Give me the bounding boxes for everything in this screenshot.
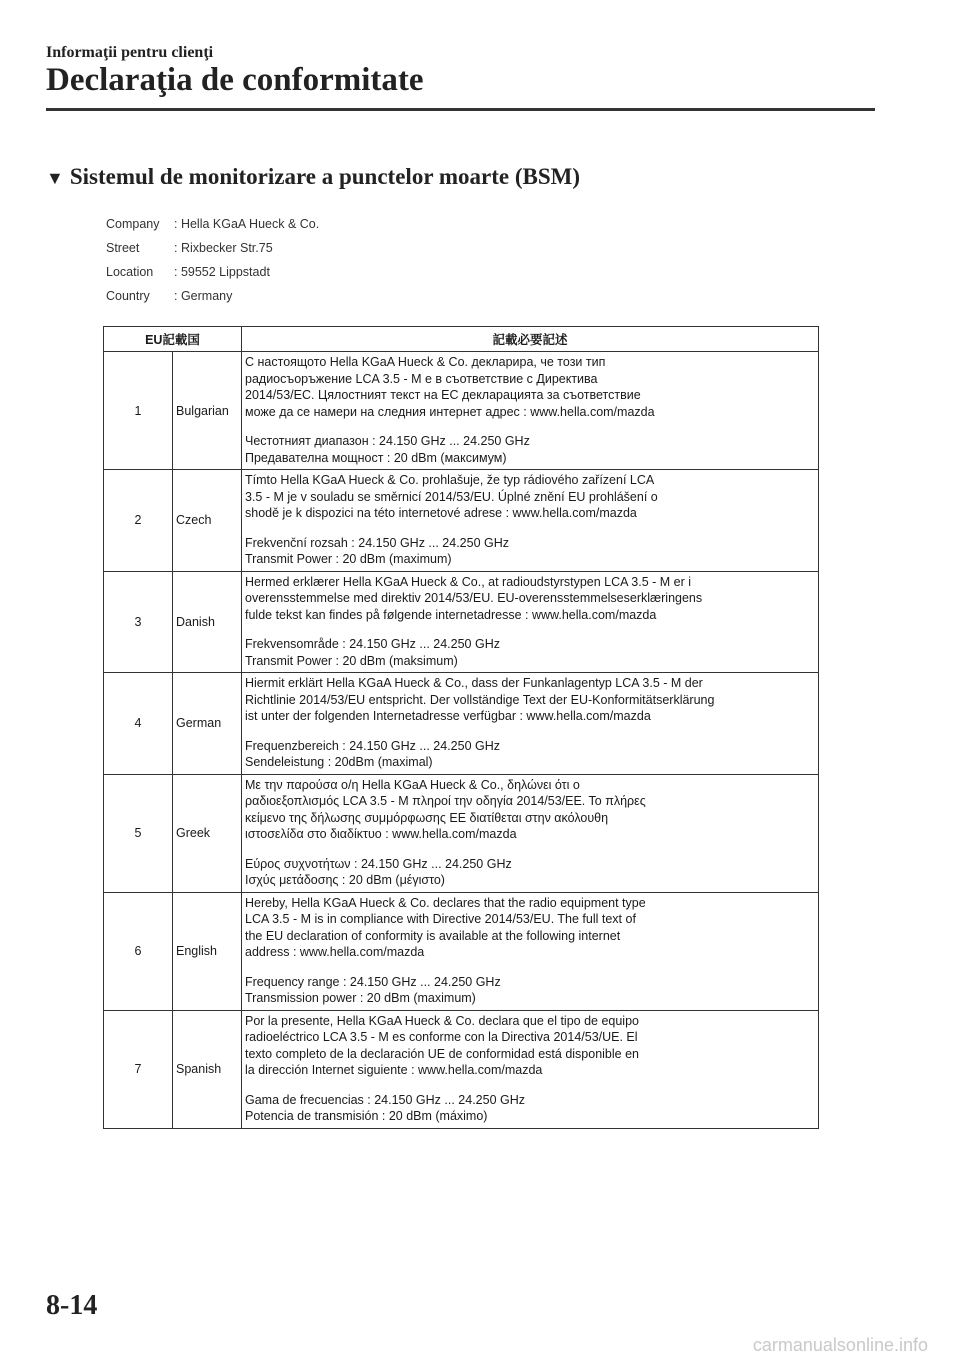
spec-line: Εύρος συχνοτήτων : 24.150 GHz ... 24.250 GHz <box>245 856 512 871</box>
row-language: German <box>173 673 242 775</box>
address-row <box>106 212 319 236</box>
address-label: Company <box>106 217 160 231</box>
declaration-line: LCA 3.5 - M is in compliance with Directive 2014/53/EU. The full text of <box>245 912 636 926</box>
row-language: Spanish <box>173 1010 242 1128</box>
declaration-line: ραδιοεξοπλισμός LCA 3.5 - M πληροί την οδηγία 2014/53/ΕΕ. Το πλήρες <box>245 794 646 808</box>
address-label: Country <box>106 289 150 303</box>
row-declaration <box>242 352 819 470</box>
address-row <box>106 236 319 260</box>
table-row <box>104 1010 819 1128</box>
declaration-line: the EU declaration of conformity is available at the following internet <box>245 928 621 943</box>
declaration-line: Tímto Hella KGaA Hueck & Co. prohlašuje, že typ rádiového zařízení LCA <box>245 473 655 487</box>
table-row <box>104 470 819 572</box>
declaration-line: Hereby, Hella KGaA Hueck & Co. declares that the radio equipment type <box>245 895 646 910</box>
declaration-line: shodě je k dispozici na této internetové adrese : www.hella.com/mazda <box>245 506 637 520</box>
table-row <box>104 352 819 470</box>
header-eu-country: EU記載国 <box>104 327 242 352</box>
triangle-down-icon: ▼ <box>46 168 64 188</box>
row-language: Danish <box>173 571 242 673</box>
table-row <box>104 892 819 1010</box>
row-number: 4 <box>104 673 173 775</box>
spec-line: Gama de frecuencias : 24.150 GHz ... 24.250 GHz <box>245 1092 526 1107</box>
declaration-line: radioeléctrico LCA 3.5 - M es conforme con la Directiva 2014/53/UE. El <box>245 1030 638 1044</box>
spec-line: Frekvensområde : 24.150 GHz ... 24.250 GHz <box>245 637 500 651</box>
header-divider <box>46 108 875 111</box>
declaration-line: ιστοσελίδα στο διαδίκτυο : www.hella.com/mazda <box>245 827 517 841</box>
row-declaration <box>242 892 819 1010</box>
table-row <box>104 673 819 775</box>
declaration-line: Richtlinie 2014/53/EU entspricht. Der vollständige Text der EU-Konformitätserklärung <box>245 692 715 707</box>
table-row <box>104 774 819 892</box>
address-label: Street <box>106 241 140 255</box>
declaration-line: радиосъоръжение LCA 3.5 - M е в съответствие с Директива <box>245 371 598 386</box>
row-declaration <box>242 470 819 572</box>
address-block <box>106 212 319 308</box>
row-declaration <box>242 774 819 892</box>
page-title: Declaraţia de conformitate <box>46 62 424 98</box>
spec-line: Frekvenční rozsah : 24.150 GHz ... 24.250 GHz <box>245 535 510 550</box>
declaration-line: address : www.hella.com/mazda <box>245 945 425 959</box>
declaration-line: overensstemmelse med direktiv 2014/53/EU. EU-overensstemmelseserklæringens <box>245 591 703 605</box>
row-declaration <box>242 571 819 673</box>
row-language: Greek <box>173 774 242 892</box>
page-number: 8-14 <box>46 1290 98 1321</box>
address-row <box>106 284 319 308</box>
declaration-line: ist unter der folgenden Internetadresse verfügbar : www.hella.com/mazda <box>245 709 651 723</box>
address-value: : Rixbecker Str.75 <box>174 241 273 255</box>
declaration-line: С настоящото Hella KGaA Hueck & Co. декларира, че този тип <box>245 355 606 369</box>
declaration-line: Hermed erklærer Hella KGaA Hueck & Co., at radioudstyrstypen LCA 3.5 - M er i <box>245 574 692 589</box>
row-language: Czech <box>173 470 242 572</box>
spec-line: Ισχύς μετάδοσης : 20 dBm (μέγιστο) <box>245 873 445 887</box>
spec-line: Potencia de transmisión : 20 dBm (máximo) <box>245 1109 488 1123</box>
declaration-line: texto completo de la declaración UE de conformidad está disponible en <box>245 1046 639 1061</box>
spec-line: Frequency range : 24.150 GHz ... 24.250 GHz <box>245 974 501 989</box>
row-language: Bulgarian <box>173 352 242 470</box>
declaration-line: 3.5 - M je v souladu se směrnicí 2014/53/EU. Úplné znění EU prohlášení o <box>245 489 658 504</box>
spec-line: Frequenzbereich : 24.150 GHz ... 24.250 GHz <box>245 738 500 753</box>
spec-line: Предавателна мощност : 20 dBm (максимум) <box>245 450 507 465</box>
row-number: 7 <box>104 1010 173 1128</box>
row-number: 5 <box>104 774 173 892</box>
table-header-row <box>104 327 819 352</box>
header-subtitle: Informaţii pentru clienţi <box>46 44 214 61</box>
address-value: : Hella KGaA Hueck & Co. <box>174 217 320 231</box>
spec-line: Transmit Power : 20 dBm (maximum) <box>245 552 452 566</box>
address-value: : Germany <box>174 289 233 303</box>
declaration-line: la dirección Internet siguiente : www.hella.com/mazda <box>245 1063 543 1077</box>
spec-line: Transmit Power : 20 dBm (maksimum) <box>245 653 458 668</box>
declaration-line: Hiermit erklärt Hella KGaA Hueck & Co., dass der Funkanlagentyp LCA 3.5 - M der <box>245 676 703 690</box>
row-language: English <box>173 892 242 1010</box>
section-title: Sistemul de monitorizare a punctelor moarte (BSM) <box>69 164 581 189</box>
declaration-line: Por la presente, Hella KGaA Hueck & Co. declara que el tipo de equipo <box>245 1013 639 1028</box>
address-row <box>106 260 319 284</box>
address-value: : 59552 Lippstadt <box>174 265 270 279</box>
row-declaration <box>242 1010 819 1128</box>
declaration-line: 2014/53/ЕС. Цялостният текст на ЕС декларацията за съответствие <box>245 388 641 402</box>
spec-line: Честотният диапазон : 24.150 GHz ... 24.250 GHz <box>245 434 530 448</box>
conformity-table <box>103 326 819 1129</box>
row-number: 3 <box>104 571 173 673</box>
address-label: Location <box>106 265 154 279</box>
watermark: carmanualsonline.info <box>752 1335 928 1355</box>
declaration-line: може да се намери на следния интернет адрес : www.hella.com/mazda <box>245 404 655 419</box>
row-number: 1 <box>104 352 173 470</box>
spec-line: Transmission power : 20 dBm (maximum) <box>245 991 476 1005</box>
table-row <box>104 571 819 673</box>
declaration-line: Με την παρούσα ο/η Hella KGaA Hueck & Co., δηλώνει ότι ο <box>245 777 580 792</box>
spec-line: Sendeleistung : 20dBm (maximal) <box>245 755 433 769</box>
row-number: 6 <box>104 892 173 1010</box>
row-number: 2 <box>104 470 173 572</box>
row-declaration <box>242 673 819 775</box>
declaration-line: fulde tekst kan findes på følgende internetadresse : www.hella.com/mazda <box>245 607 657 622</box>
section-heading <box>46 164 580 190</box>
header-required-text: 記載必要記述 <box>242 327 819 352</box>
declaration-line: κείμενο της δήλωσης συμμόρφωσης ΕΕ διατίθεται στην ακόλουθη <box>245 810 609 825</box>
